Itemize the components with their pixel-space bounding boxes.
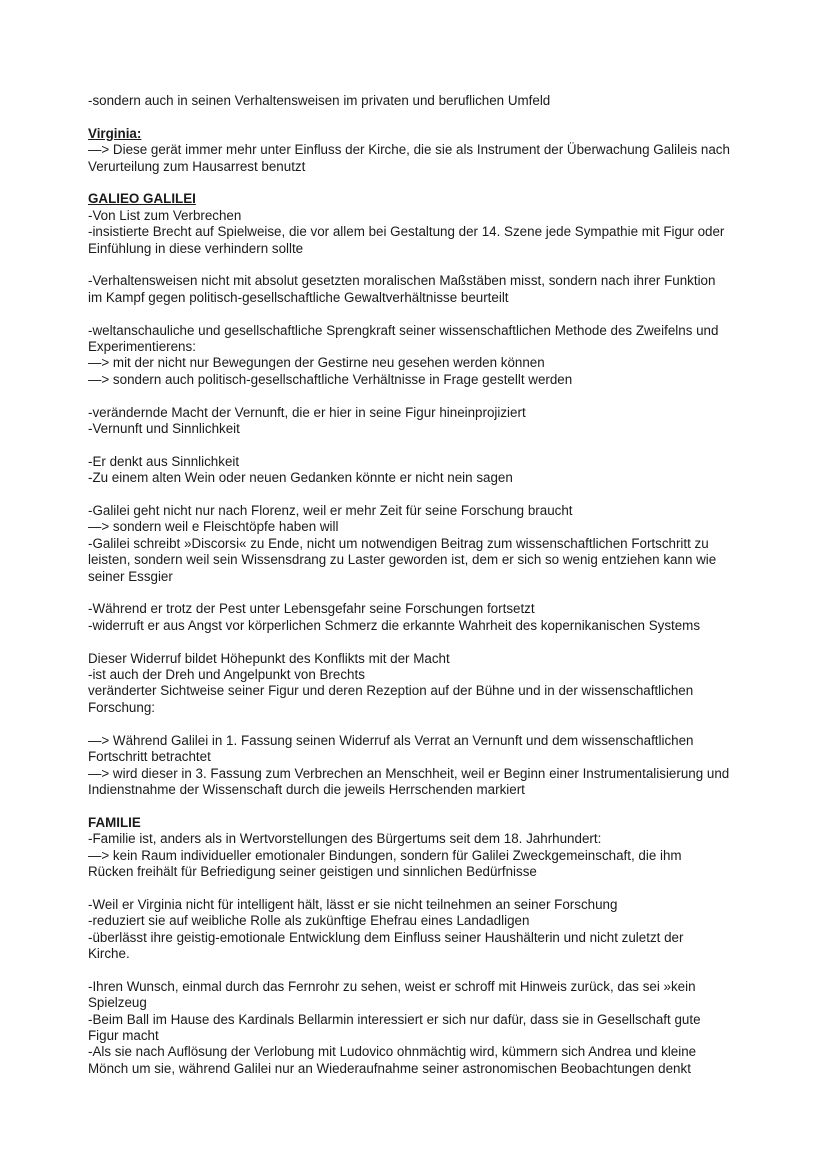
text-line: -Während er trotz der Pest unter Lebensgefahr seine Forschungen fortsetzt (88, 601, 535, 617)
text-line: -Vernunft und Sinnlichkeit (88, 421, 240, 437)
text-line: -widerruft er aus Angst vor körperlichen Schmerz die erkannte Wahrheit des kopernikanischen Systems (88, 617, 701, 633)
paragraph-gap (88, 487, 748, 503)
paragraph (88, 503, 748, 585)
text-line: -Verhaltensweisen nicht mit absolut gesetzten moralischen Maßstäben misst, sondern nach ihrer Funktion (88, 273, 716, 289)
paragraph-gap (88, 716, 748, 732)
text-line: -Beim Ball im Hause des Kardinals Bellarmin interessiert er sich nur dafür, dass sie in Gesellschaft gute (88, 1011, 701, 1027)
paragraph-gap (88, 109, 748, 125)
paragraph-gap (88, 798, 748, 814)
paragraph (88, 454, 748, 487)
text-line: —> Während Galilei in 1. Fassung seinen Widerruf als Verrat an Vernunft und dem wissenschaftlichen (88, 732, 694, 748)
text-line: -sondern auch in seinen Verhaltensweisen im privaten und beruflichen Umfeld (88, 93, 551, 108)
text-line: -Zu einem alten Wein oder neuen Gedanken könnte er nicht nein sagen (88, 470, 513, 486)
document-page (88, 93, 748, 1077)
text-line: Figur macht (88, 1027, 159, 1043)
text-line: —> kein Raum individueller emotionaler Bindungen, sondern für Galilei Zweckgemeinschaft, die ihm (88, 847, 682, 863)
paragraph (88, 979, 748, 1077)
paragraph-gap (88, 585, 748, 601)
text-line: -Galilei schreibt »Discorsi« zu Ende, nicht um notwendigen Beitrag zum wissenschaftlichen Fortschritt zu (88, 535, 709, 551)
text-line: Mönch um sie, während Galilei nur an Wiederaufnahme seiner astronomischen Beobachtungen denkt (88, 1060, 691, 1076)
text-line: -weltanschauliche und gesellschaftliche Sprengkraft seiner wissenschaftlichen Methode des Zweifelns und (88, 322, 719, 338)
section-heading: GALIEO GALILEI (88, 191, 196, 207)
paragraph (88, 831, 748, 880)
paragraph-gap (88, 388, 748, 404)
paragraph-gap (88, 437, 748, 453)
text-line: Fortschritt betrachtet (88, 749, 211, 765)
text-line: -reduziert sie auf weibliche Rolle als zukünftige Ehefrau eines Landadligen (88, 913, 530, 929)
text-line: im Kampf gegen politisch-gesellschaftliche Gewaltverhältnisse beurteilt (88, 289, 509, 305)
text-line: Dieser Widerruf bildet Höhepunkt des Konflikts mit der Macht (88, 650, 450, 666)
paragraph (88, 142, 748, 175)
paragraph (88, 601, 748, 634)
text-line: -verändernde Macht der Vernunft, die er hier in seine Figur hineinprojiziert (88, 404, 526, 420)
text-line: leisten, sondern weil sein Wissensdrang zu Laster geworden ist, dem er sich so wenig entziehen kann wie (88, 552, 717, 568)
paragraph (88, 733, 748, 799)
section-heading: FAMILIE (88, 814, 141, 830)
text-line: —> mit der nicht nur Bewegungen der Gestirne neu gesehen werden können (88, 355, 545, 371)
paragraph (88, 897, 748, 963)
paragraph-gap (88, 306, 748, 322)
text-line: -Von List zum Verbrechen (88, 207, 242, 223)
text-line: Spielzeug (88, 995, 147, 1011)
text-line: -Als sie nach Auflösung der Verlobung mit Ludovico ohnmächtig wird, kümmern sich Andrea und kleine (88, 1044, 697, 1060)
text-line: veränderter Sichtweise seiner Figur und deren Rezeption auf der Bühne und in der wissenschaftlichen (88, 683, 694, 699)
text-line: Forschung: (88, 699, 155, 715)
paragraph-gap (88, 175, 748, 191)
paragraph (88, 405, 748, 438)
text-line: -Ihren Wunsch, einmal durch das Fernrohr zu sehen, weist er schroff mit Hinweis zurück, das sei »kein (88, 978, 696, 994)
text-line: -insistierte Brecht auf Spielweise, die vor allem bei Gestaltung der 14. Szene jede Sympathie mit Figur oder (88, 224, 725, 240)
text-line: —> wird dieser in 3. Fassung zum Verbrechen an Menschheit, weil er Beginn einer Instrumentalisierung und (88, 765, 730, 781)
paragraph (88, 323, 748, 389)
paragraph (88, 93, 748, 109)
text-line: -überlässt ihre geistig-emotionale Entwicklung dem Einfluss seiner Haushälterin und nicht zuletzt der (88, 929, 684, 945)
paragraph (88, 651, 748, 717)
text-line: -Familie ist, anders als in Wertvorstellungen des Bürgertums seit dem 18. Jahrhundert: (88, 831, 602, 847)
text-line: —> sondern auch politisch-gesellschaftliche Verhältnisse in Frage gestellt werden (88, 371, 573, 387)
text-line: seiner Essgier (88, 568, 173, 584)
text-line: Verurteilung zum Hausarrest benutzt (88, 158, 306, 174)
section-heading: Virginia: (88, 125, 142, 141)
text-line: Experimentierens: (88, 339, 196, 355)
text-line: Kirche. (88, 945, 130, 961)
text-line: -Er denkt aus Sinnlichkeit (88, 453, 240, 469)
text-line: —> sondern weil e Fleischtöpfe haben will (88, 519, 339, 535)
text-line: -ist auch der Dreh und Angelpunkt von Brechts (88, 667, 365, 683)
text-line: -Galilei geht nicht nur nach Florenz, weil er mehr Zeit für seine Forschung braucht (88, 503, 573, 519)
text-line: Indienstnahme der Wissenschaft durch die jeweils Herrschenden markiert (88, 781, 525, 797)
paragraph (88, 208, 748, 257)
paragraph-gap (88, 257, 748, 273)
paragraph-gap (88, 962, 748, 978)
paragraph (88, 273, 748, 306)
text-line: —> Diese gerät immer mehr unter Einfluss der Kirche, die sie als Instrument der Überwachung Galileis nach (88, 142, 730, 158)
text-line: Einfühlung in diese verhindern sollte (88, 240, 304, 256)
paragraph-gap (88, 880, 748, 896)
text-line: Rücken freihält für Befriedigung seiner geistigen und sinnlichen Bedürfnisse (88, 863, 537, 879)
text-line: -Weil er Virginia nicht für intelligent hält, lässt er sie nicht teilnehmen an seiner Forschung (88, 896, 618, 912)
paragraph-gap (88, 634, 748, 650)
